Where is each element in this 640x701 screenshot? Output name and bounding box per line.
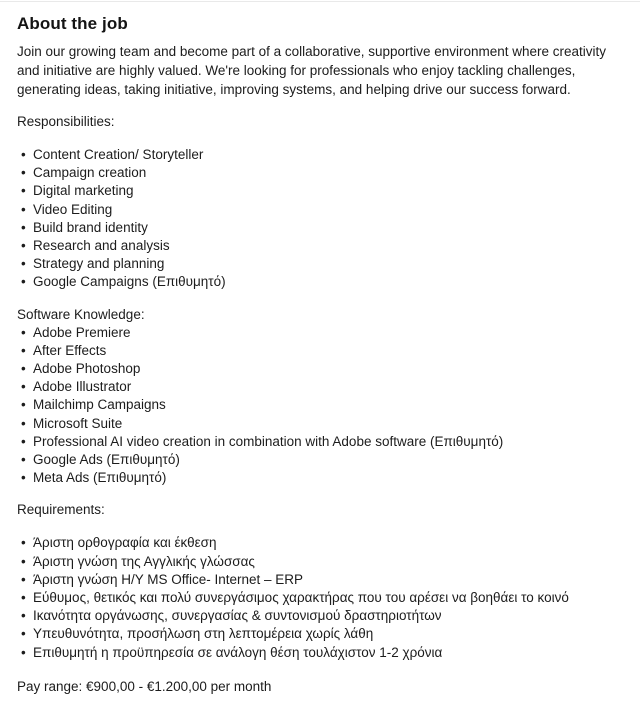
list-item: • Άριστη γνώση της Αγγλικής γλώσσας [17, 553, 623, 571]
software-knowledge-label: Software Knowledge: [17, 306, 145, 322]
list-item: • After Effects [17, 342, 623, 360]
list-item: • Adobe Illustrator [17, 378, 623, 396]
list-item: • Υπευθυνότητα, προσήλωση στη λεπτομέρεια χωρίς λάθη [17, 625, 623, 643]
list-item: • Microsoft Suite [17, 415, 623, 433]
list-item: • Professional AI video creation in combination with Adobe software (Επιθυμητό) [17, 433, 623, 451]
responsibilities-list [17, 146, 623, 292]
list-item: • Άριστη γνώση Η/Υ MS Office- Internet – ERP [17, 571, 623, 589]
page-title: About the job [17, 14, 128, 33]
list-item: • Digital marketing [17, 182, 623, 200]
list-item: • Google Campaigns (Επιθυμητό) [17, 273, 623, 291]
list-item: • Google Ads (Επιθυμητό) [17, 451, 623, 469]
list-item: • Adobe Premiere [17, 324, 623, 342]
list-item: • Επιθυμητή η προϋπηρεσία σε ανάλογη θέση τουλάχιστον 1-2 χρόνια [17, 644, 623, 662]
about-the-job-section [0, 13, 640, 696]
list-item: • Research and analysis [17, 237, 623, 255]
list-item: • Εύθυμος, θετικός και πολύ συνεργάσιμος χαρακτήρας που του αρέσει να βοηθάει το κοινό [17, 589, 623, 607]
requirements-list [17, 534, 623, 661]
list-item: • Ικανότητα οργάνωσης, συνεργασίας & συντονισμού δραστηριοτήτων [17, 607, 623, 625]
top-divider [0, 0, 640, 2]
list-item: • Adobe Photoshop [17, 360, 623, 378]
list-item: • Strategy and planning [17, 255, 623, 273]
list-item: • Content Creation/ Storyteller [17, 146, 623, 164]
responsibilities-label: Responsibilities: [17, 114, 115, 129]
requirements-label: Requirements: [17, 502, 105, 518]
software-knowledge-list [17, 324, 623, 488]
list-item: • Build brand identity [17, 219, 623, 237]
list-item: • Άριστη ορθογραφία και έκθεση [17, 534, 623, 552]
list-item: • Meta Ads (Επιθυμητό) [17, 469, 623, 487]
list-item: • Campaign creation [17, 164, 623, 182]
list-item: • Video Editing [17, 201, 623, 219]
intro-paragraph: Join our growing team and become part of a collaborative, supportive environment where creativity and initiative are highly valued. We're looking for professionals who enjoy tackling challenges, generating ideas, taking initiative, improving systems, and helping drive our success forward. [17, 44, 607, 97]
pay-range-text: Pay range: €900,00 - €1.200,00 per month [17, 678, 272, 694]
list-item: • Mailchimp Campaigns [17, 396, 623, 414]
